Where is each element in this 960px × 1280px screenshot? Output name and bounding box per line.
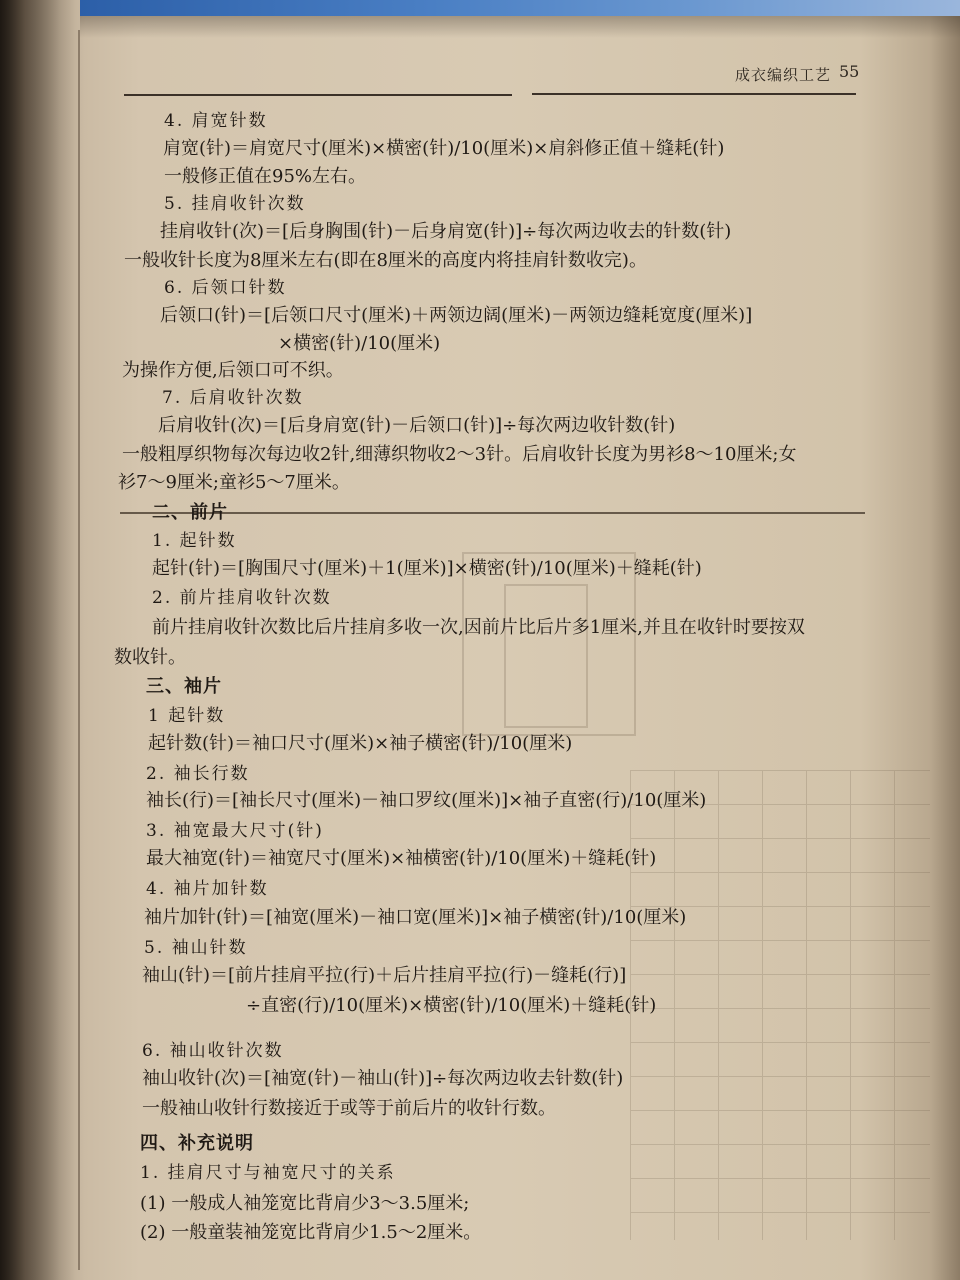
formula-sleeve-width: 最大袖宽(针)＝袖宽尺寸(厘米)×袖横密(针)/10(厘米)＋缝耗(针) <box>146 848 657 869</box>
header-rule-left <box>124 94 512 96</box>
formula-sleeve-cap: 袖山(针)＝[前片挂肩平拉(行)＋后片挂肩平拉(行)－缝耗(行)] <box>142 965 627 986</box>
formula-sleeve-cast-on: 起针数(针)＝袖口尺寸(厘米)×袖子横密(针)/10(厘米) <box>148 733 573 754</box>
subheading-sleeve-length: 2. 袖长行数 <box>146 764 250 784</box>
formula-sleeve-cap-cont: ÷直密(行)/10(厘米)×横密(针)/10(厘米)＋缝耗(针) <box>246 995 657 1016</box>
subheading-shoulder-width: 4. 肩宽针数 <box>164 111 268 131</box>
note-child: (2) 一般童装袖笼宽比背肩少1.5～2厘米。 <box>140 1222 482 1243</box>
formula-back-neck: 后领口(针)＝[后领口尺寸(厘米)＋两领边阔(厘米)－两领边缝耗宽度(厘米)] <box>160 305 753 326</box>
subheading-sleeve-cast-on: 1 起针数 <box>148 706 226 726</box>
book-spine-shadow <box>0 0 110 1280</box>
formula-back-neck-cont: ×横密(针)/10(厘米) <box>278 333 441 354</box>
note-correction: 一般修正值在95%左右。 <box>164 166 367 187</box>
text-front-armhole-cont: 数收针。 <box>114 647 186 668</box>
cover-edge <box>80 0 960 16</box>
formula-front-cast-on: 起针(针)＝[胸围尺寸(厘米)＋1(厘米)]×横密(针)/10(厘米)＋缝耗(针) <box>152 558 702 579</box>
subheading-front-cast-on: 1. 起针数 <box>152 531 237 551</box>
section-front-piece: 二、前片 <box>152 502 228 523</box>
subheading-back-shoulder: 7. 后肩收针次数 <box>162 388 304 408</box>
gutter-line <box>78 30 80 1270</box>
section-sleeve: 三、袖片 <box>146 676 222 697</box>
subheading-sleeve-increase: 4. 袖片加针数 <box>146 879 269 899</box>
formula-sleeve-increase: 袖片加针(针)＝[袖宽(厘米)－袖口宽(厘米)]×袖子横密(针)/10(厘米) <box>144 907 687 928</box>
text-front-armhole: 前片挂肩收针次数比后片挂肩多收一次,因前片比后片多1厘米,并且在收针时要按双 <box>152 617 805 638</box>
formula-back-shoulder: 后肩收针(次)＝[后身肩宽(针)－后领口(针)]÷每次两边收针数(针) <box>158 415 676 436</box>
note-adult: (1) 一般成人袖笼宽比背肩少3～3.5厘米; <box>140 1193 470 1214</box>
formula-shoulder-width: 肩宽(针)＝肩宽尺寸(厘米)×横密(针)/10(厘米)×肩斜修正值＋缝耗(针) <box>163 138 725 159</box>
subheading-back-neck: 6. 后领口针数 <box>164 278 287 298</box>
header-rule-right <box>532 93 856 95</box>
page-shadow <box>80 16 960 38</box>
note-back-neck: 为操作方便,后领口可不织。 <box>122 360 344 381</box>
subheading-front-armhole: 2. 前片挂肩收针次数 <box>152 588 332 608</box>
note-shoulder-dec: 一般粗厚织物每次每边收2针,细薄织物收2～3针。后肩收针长度为男衫8～10厘米;女 <box>122 444 797 465</box>
formula-sleeve-length: 袖长(行)＝[袖长尺寸(厘米)－袖口罗纹(厘米)]×袖子直密(行)/10(厘米) <box>146 790 707 811</box>
note-sleeve-cap: 一般袖山收针行数接近于或等于前后片的收针行数。 <box>142 1098 556 1119</box>
section-supplement: 四、补充说明 <box>140 1133 254 1154</box>
note-shoulder-dec-cont: 衫7～9厘米;童衫5～7厘米。 <box>118 472 350 493</box>
section-divider <box>120 512 865 514</box>
page-header <box>735 60 875 90</box>
subheading-sleeve-cap: 5. 袖山针数 <box>144 938 248 958</box>
running-title: 成衣编织工艺 <box>735 66 832 84</box>
subheading-sleeve-width: 3. 袖宽最大尺寸(针) <box>146 821 324 841</box>
page-number: 55 <box>839 62 860 81</box>
note-armhole-length: 一般收针长度为8厘米左右(即在8厘米的高度内将挂肩针数收完)。 <box>124 250 647 271</box>
formula-sleeve-cap-dec: 袖山收针(次)＝[袖宽(针)－袖山(针)]÷每次两边收去针数(针) <box>142 1068 624 1089</box>
formula-armhole-dec: 挂肩收针(次)＝[后身胸围(针)－后身肩宽(针)]÷每次两边收去的针数(针) <box>160 221 732 242</box>
subheading-sleeve-cap-dec: 6. 袖山收针次数 <box>142 1041 284 1061</box>
subheading-armhole-dec: 5. 挂肩收针次数 <box>164 194 306 214</box>
bleed-through-table <box>630 770 930 1240</box>
subheading-armhole-sleeve-relation: 1. 挂肩尺寸与袖宽尺寸的关系 <box>140 1163 396 1183</box>
